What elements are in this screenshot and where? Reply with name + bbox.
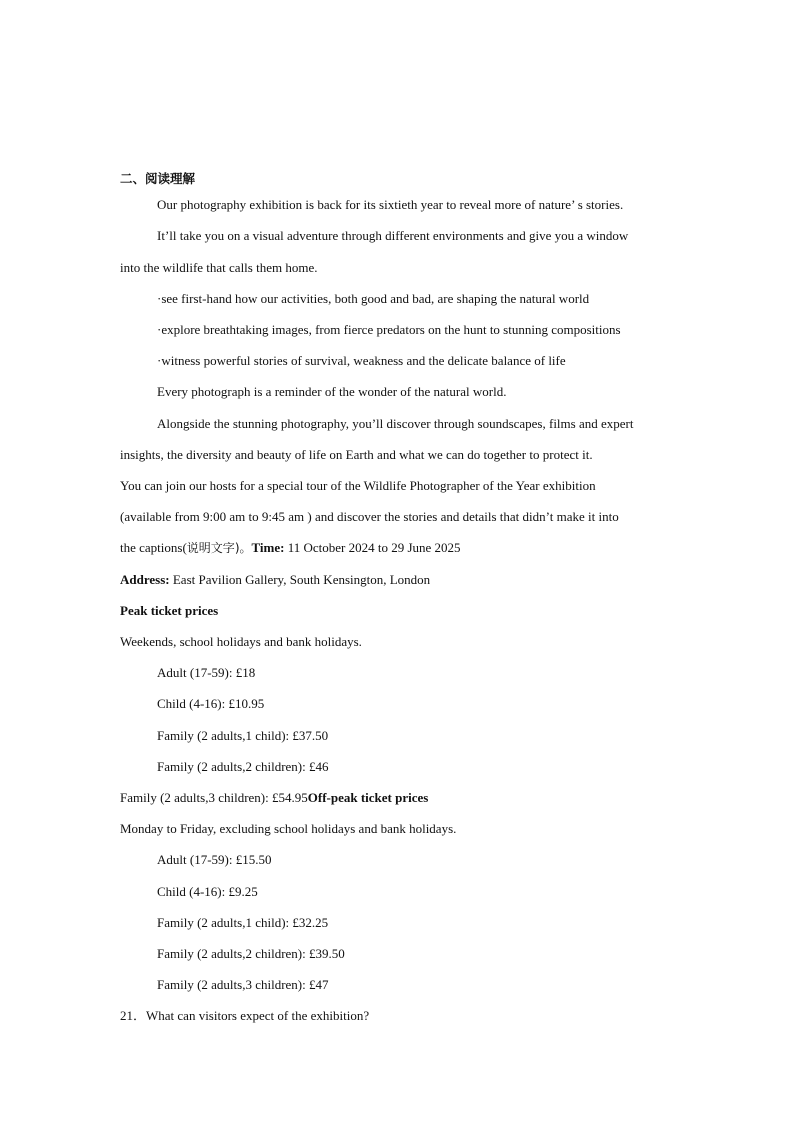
tour-paragraph-line-3 bbox=[120, 540, 461, 556]
question-21: 21．What can visitors expect of the exhibition? bbox=[120, 1008, 370, 1023]
offpeak-heading: Off-peak ticket prices bbox=[307, 790, 429, 805]
captions-close: )。 bbox=[234, 541, 252, 555]
tour-paragraph-line-2: (available from 9:00 am to 9:45 am ) and discover the stories and details that didn’t make it into bbox=[120, 509, 619, 524]
time-value: 11 October 2024 to 29 June 2025 bbox=[284, 540, 461, 555]
captions-text: the captions( bbox=[120, 540, 187, 555]
peak-offpeak-line bbox=[120, 790, 428, 806]
offpeak-price-child: Child (4-16): £9.25 bbox=[157, 884, 258, 899]
peak-price-family-2-children: Family (2 adults,2 children): £46 bbox=[157, 759, 329, 774]
peak-heading-text: Peak ticket prices bbox=[120, 603, 219, 618]
address-value: East Pavilion Gallery, South Kensington, London bbox=[169, 572, 431, 587]
section-heading: 二、阅读理解 bbox=[120, 171, 196, 186]
bullet-item-2: ·explore breathtaking images, from fierce predators on the hunt to stunning compositions bbox=[157, 322, 621, 337]
address-label: Address: bbox=[120, 572, 170, 587]
alongside-paragraph-line-2: insights, the diversity and beauty of life on Earth and what we can do together to protect it. bbox=[120, 447, 593, 462]
offpeak-note: Monday to Friday, excluding school holidays and bank holidays. bbox=[120, 821, 457, 836]
address-line bbox=[120, 572, 430, 588]
bullet-item-3: ·witness powerful stories of survival, weakness and the delicate balance of life bbox=[157, 353, 566, 368]
peak-heading bbox=[120, 603, 218, 619]
peak-note: Weekends, school holidays and bank holidays. bbox=[120, 634, 362, 649]
reminder-paragraph: Every photograph is a reminder of the wonder of the natural world. bbox=[157, 384, 507, 399]
offpeak-price-family-3-children: Family (2 adults,3 children): £47 bbox=[157, 977, 329, 992]
captions-gloss: 说明文字 bbox=[186, 541, 235, 555]
offpeak-price-family-1-child: Family (2 adults,1 child): £32.25 bbox=[157, 915, 329, 930]
alongside-paragraph-line-1: Alongside the stunning photography, you’ll discover through soundscapes, films and expert bbox=[157, 416, 634, 431]
intro-paragraph-1: Our photography exhibition is back for its sixtieth year to reveal more of nature’ s stories. bbox=[157, 197, 624, 212]
offpeak-price-adult: Adult (17-59): £15.50 bbox=[157, 852, 272, 867]
peak-price-family-1-child: Family (2 adults,1 child): £37.50 bbox=[157, 728, 329, 743]
peak-price-child: Child (4-16): £10.95 bbox=[157, 696, 265, 711]
intro-paragraph-2-line-1: It’ll take you on a visual adventure through different environments and give you a window bbox=[157, 228, 629, 243]
intro-paragraph-2-line-2: into the wildlife that calls them home. bbox=[120, 260, 318, 275]
time-label: Time: bbox=[251, 540, 285, 555]
offpeak-price-family-2-children: Family (2 adults,2 children): £39.50 bbox=[157, 946, 345, 961]
bullet-item-1: ·see first-hand how our activities, both good and bad, are shaping the natural world bbox=[157, 291, 590, 306]
tour-paragraph-line-1: You can join our hosts for a special tour of the Wildlife Photographer of the Year exhibition bbox=[120, 478, 596, 493]
peak-price-adult: Adult (17-59): £18 bbox=[157, 665, 256, 680]
peak-price-family-3-children: Family (2 adults,3 children): £54.95 bbox=[120, 790, 308, 805]
